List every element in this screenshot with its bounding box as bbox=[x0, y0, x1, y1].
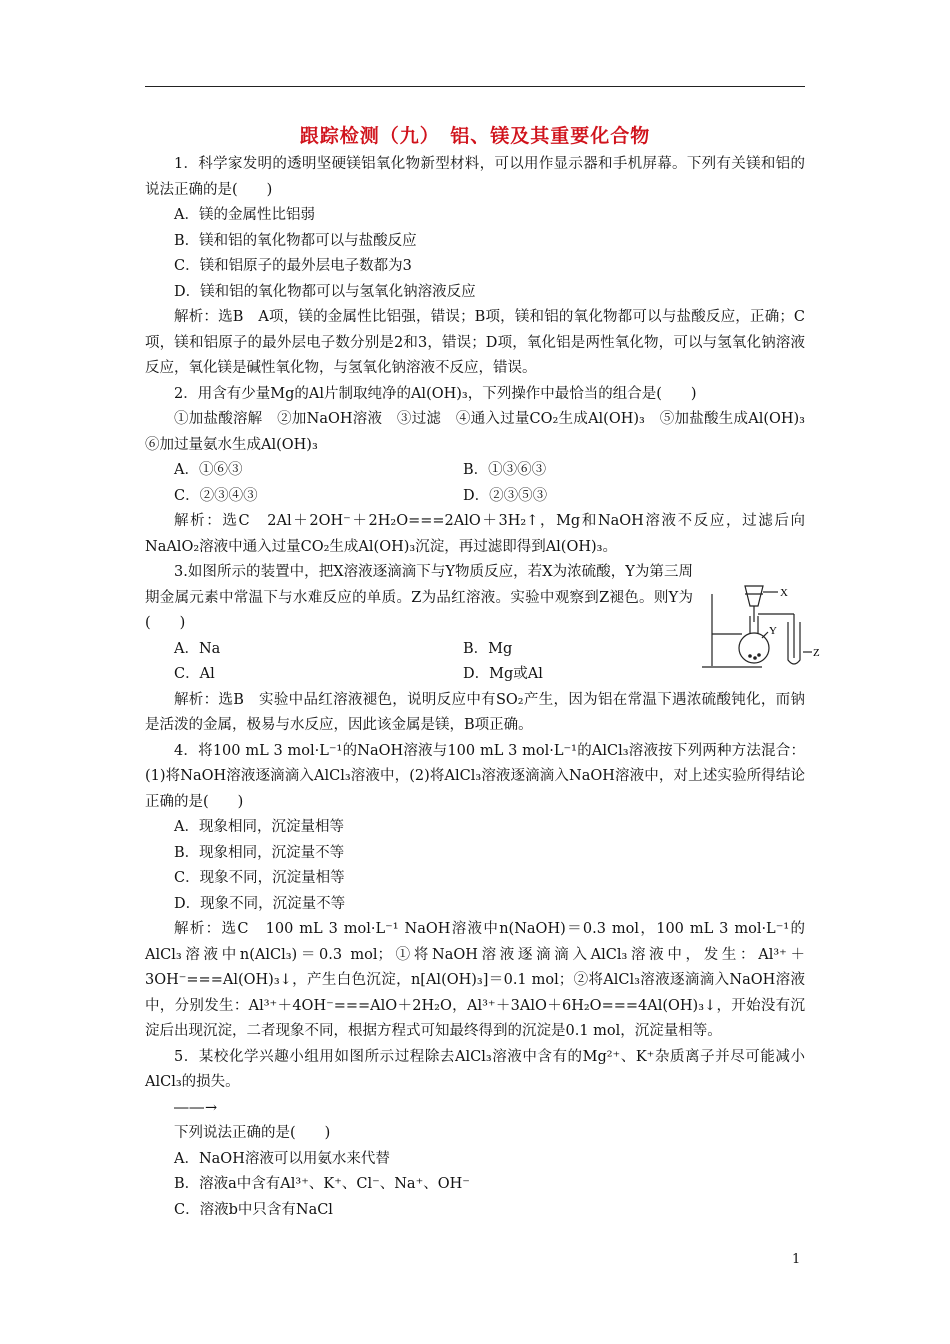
q4-stem: 4．将100 mL 3 mol·L⁻¹的NaOH溶液与100 mL 3 mol·L⁻¹的AlCl₃溶液按下列两种方法混合：(1)将NaOH溶液逐滴滴入AlCl₃溶液中，(2)将AlCl₃溶液逐滴滴入NaOH溶液中，对上述实验所得结论正确的是( ) bbox=[145, 742, 805, 810]
q5-question: 下列说法正确的是( ) bbox=[174, 1125, 331, 1141]
page-number: 1 bbox=[792, 1252, 801, 1267]
q2-analysis: 解析：选C 2Al＋2OH⁻＋2H₂O===2AlO＋3H₂↑，Mg和NaOH溶液不反应，过滤后向NaAlO₂溶液中通入过量CO₂生成Al(OH)₃沉淀，再过滤即得到Al(OH)₃。 bbox=[145, 513, 805, 555]
q5-option-b: B．溶液a中含有Al³⁺、K⁺、Cl⁻、Na⁺、OH⁻ bbox=[174, 1176, 470, 1192]
q1-analysis: 解析：选B A项，镁的金属性比铝强，错误；B项，镁和铝的氧化物都可以与盐酸反应，正确；C项，镁和铝原子的最外层电子数分别是2和3，错误；D项，氧化铝是两性氧化物，可以与氢氧化钠溶液反应，氧化镁是碱性氧化物，与氢氧化钠溶液不反应，错误。 bbox=[145, 309, 805, 376]
q5-process-arrow: ――→ bbox=[174, 1099, 219, 1116]
q3-option-d: D．Mg或Al bbox=[463, 666, 543, 682]
label-x: X bbox=[780, 587, 788, 599]
q3-analysis: 解析：选B 实验中品红溶液褪色，说明反应中有SO₂产生，因为铝在常温下遇浓硫酸钝化，而钠是活泼的金属，极易与水反应，因此该金属是镁，B项正确。 bbox=[145, 691, 805, 733]
q2-option-c: C．②③④③ bbox=[174, 487, 258, 504]
q2-steps: ①加盐酸溶解 ②加NaOH溶液 ③过滤 ④通入过量CO₂生成Al(OH)₃ ⑤加盐酸生成Al(OH)₃ ⑥加过量氨水生成Al(OH)₃ bbox=[145, 411, 820, 453]
q1-option-b: B．镁和铝的氧化物都可以与盐酸反应 bbox=[174, 232, 417, 249]
lab-apparatus-diagram bbox=[698, 572, 826, 674]
q3-option-c: C．Al bbox=[174, 666, 215, 682]
q5-option-a: A．NaOH溶液可以用氨水来代替 bbox=[174, 1150, 390, 1167]
q1-option-c: C．镁和铝原子的最外层电子数都为3 bbox=[174, 258, 412, 274]
q1-option-d: D．镁和铝的氧化物都可以与氢氧化钠溶液反应 bbox=[174, 283, 476, 300]
q5-stem: 5．某校化学兴趣小组用如图所示过程除去AlCl₃溶液中含有的Mg²⁺、K⁺杂质离子并尽可能减小AlCl₃的损失。 bbox=[145, 1048, 805, 1090]
page-title: 跟踪检测（九） 铝、镁及其重要化合物 bbox=[299, 125, 651, 147]
document-body bbox=[145, 152, 820, 1223]
q4-option-d: D．现象不同，沉淀量不等 bbox=[174, 895, 346, 912]
q1-stem: 1．科学家发明的透明坚硬镁铝氧化物新型材料，可以用作显示器和手机屏幕。下列有关镁和铝的说法正确的是( ) bbox=[145, 156, 805, 198]
q2-stem: 2．用含有少量Mg的Al片制取纯净的Al(OH)₃，下列操作中最恰当的组合是( ) bbox=[174, 385, 697, 402]
q1-option-a: A．镁的金属性比铝弱 bbox=[174, 207, 315, 223]
q2-option-b: B．①③⑥③ bbox=[463, 462, 547, 478]
q4-option-b: B．现象相同，沉淀量不等 bbox=[174, 844, 345, 861]
q4-analysis: 解析：选C 100 mL 3 mol·L⁻¹ NaOH溶液中n(NaOH)＝0.3 mol，100 mL 3 mol·L⁻¹的AlCl₃溶液中n(AlCl₃)＝0.3 mol；①将NaOH溶液逐滴滴入AlCl₃溶液中，发生：Al³⁺＋3OH⁻===Al(OH)₃↓，产生白色沉淀，n[Al(OH)₃]＝0.1 mol；②将AlCl₃溶液逐滴滴入NaOH溶液中，分别发生：Al³⁺＋4OH⁻===AlO＋2H₂O，Al³⁺＋3AlO＋6H₂O===4Al(OH)₃↓，开始没有沉淀后出现沉淀，二者现象不同，根据方程式可知最终得到的沉淀是0.1 mol，沉淀量相等。 bbox=[145, 921, 805, 1039]
dropping-funnel bbox=[745, 586, 763, 606]
q2-option-a: A．①⑥③ bbox=[174, 462, 243, 478]
q3-option-b: B．Mg bbox=[463, 640, 513, 657]
q2-options-row1 bbox=[145, 458, 805, 484]
q3-stem: 3.如图所示的装置中，把X溶液逐滴滴下与Y物质反应，若X为浓硫酸，Y为第三周期金属元素中常温下与水难反应的单质。Z为品红溶液。实验中观察到Z褪色。则Y为( ) bbox=[145, 564, 693, 631]
header-rule bbox=[145, 86, 805, 87]
q4-option-c: C．现象不同，沉淀量相等 bbox=[174, 870, 345, 886]
label-z: Z bbox=[813, 647, 820, 659]
label-y: Y bbox=[769, 625, 777, 637]
q4-option-a: A．现象相同，沉淀量相等 bbox=[174, 819, 344, 835]
q2-option-d: D．②③⑤③ bbox=[463, 487, 548, 504]
q3-option-a: A．Na bbox=[174, 640, 221, 657]
q2-options-row2 bbox=[145, 484, 805, 510]
q5-option-c: C．溶液b中只含有NaCl bbox=[174, 1201, 333, 1218]
